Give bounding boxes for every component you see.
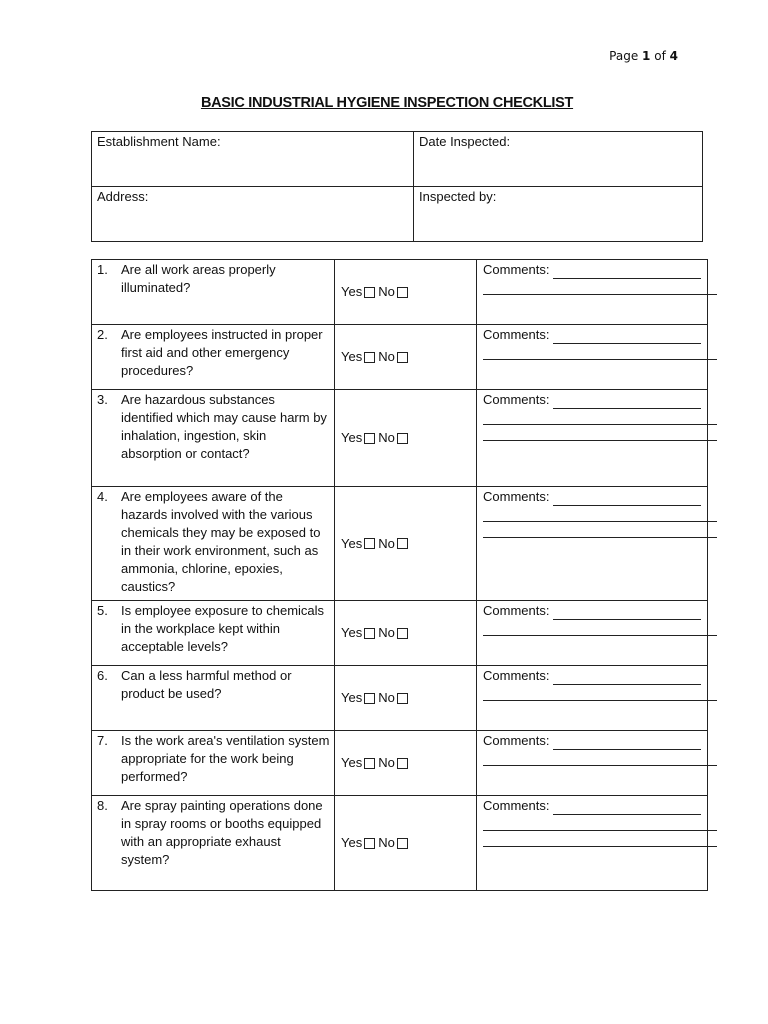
question-text: Is the work area's ventilation system appropriate for the work being performed? xyxy=(121,733,330,784)
comment-line[interactable] xyxy=(483,620,717,636)
question-number: 8. xyxy=(97,798,108,813)
comments-label: Comments: xyxy=(483,733,550,748)
inspected-by-field[interactable] xyxy=(414,187,703,242)
comment-line[interactable] xyxy=(553,330,701,344)
comments-cell[interactable] xyxy=(477,601,708,666)
comment-line[interactable] xyxy=(483,815,717,831)
comment-line[interactable] xyxy=(483,409,717,425)
comments-label: Comments: xyxy=(483,798,550,813)
establishment-name-label: Establishment Name: xyxy=(97,134,221,149)
question-number: 7. xyxy=(97,733,108,748)
comment-line[interactable] xyxy=(553,606,701,620)
comments-label: Comments: xyxy=(483,668,550,683)
comments-label: Comments: xyxy=(483,603,550,618)
comment-line[interactable] xyxy=(483,425,717,441)
checklist-row xyxy=(92,325,708,390)
comments-cell[interactable] xyxy=(477,666,708,731)
no-label: No xyxy=(378,535,395,551)
no-checkbox[interactable] xyxy=(397,758,408,769)
checklist-row xyxy=(92,796,708,891)
comments-cell[interactable] xyxy=(477,731,708,796)
checklist-row xyxy=(92,487,708,601)
date-inspected-field[interactable] xyxy=(414,132,703,187)
comments-label: Comments: xyxy=(483,327,550,342)
yes-checkbox[interactable] xyxy=(364,352,375,363)
establishment-info-table xyxy=(91,131,703,242)
yes-label: Yes xyxy=(341,835,363,850)
question-number: 6. xyxy=(97,668,108,683)
checklist-row xyxy=(92,731,708,796)
question-text: Is employee exposure to chemicals in the workplace kept within acceptable levels? xyxy=(121,603,325,654)
checklist-row xyxy=(92,601,708,666)
no-label: No xyxy=(378,349,395,364)
no-checkbox[interactable] xyxy=(397,538,408,549)
yes-label: Yes xyxy=(341,284,363,299)
address-label: Address: xyxy=(97,189,149,204)
yes-label: Yes xyxy=(341,690,363,705)
yes-checkbox[interactable] xyxy=(364,433,375,444)
question-text: Are all work areas properly illuminated? xyxy=(121,262,276,295)
yes-no-cell xyxy=(335,666,477,731)
question-cell xyxy=(92,325,335,390)
question-cell xyxy=(92,487,335,601)
establishment-name-field[interactable] xyxy=(92,132,414,187)
question-cell xyxy=(92,666,335,731)
no-checkbox[interactable] xyxy=(397,628,408,639)
address-field[interactable] xyxy=(92,187,414,242)
yes-no-cell xyxy=(335,796,477,891)
checklist-row xyxy=(92,390,708,487)
comments-cell[interactable] xyxy=(477,325,708,390)
comment-line[interactable] xyxy=(553,265,701,279)
yes-label: Yes xyxy=(341,755,363,770)
question-text: Are spray painting operations done in spray rooms or booths equipped with an appropriate exhaust system? xyxy=(121,798,323,867)
page-current: 1 xyxy=(642,49,651,63)
question-number: 3. xyxy=(97,392,108,407)
no-checkbox[interactable] xyxy=(397,433,408,444)
yes-no-cell xyxy=(335,487,477,601)
comment-line[interactable] xyxy=(553,671,701,685)
question-cell xyxy=(92,731,335,796)
comment-line[interactable] xyxy=(553,801,701,815)
no-checkbox[interactable] xyxy=(397,693,408,704)
question-cell xyxy=(92,390,335,487)
no-checkbox[interactable] xyxy=(397,352,408,363)
yes-no-cell xyxy=(335,325,477,390)
page-number xyxy=(609,49,678,63)
checklist-row xyxy=(92,260,708,325)
yes-checkbox[interactable] xyxy=(364,758,375,769)
question-cell xyxy=(92,601,335,666)
comments-cell[interactable] xyxy=(477,487,708,601)
comment-line[interactable] xyxy=(483,279,717,295)
no-label: No xyxy=(378,690,395,705)
question-text: Can a less harmful method or product be used? xyxy=(121,668,292,701)
yes-checkbox[interactable] xyxy=(364,838,375,849)
question-number: 5. xyxy=(97,603,108,618)
question-number: 2. xyxy=(97,327,108,342)
comment-line[interactable] xyxy=(483,522,717,538)
no-checkbox[interactable] xyxy=(397,838,408,849)
inspected-by-label: Inspected by: xyxy=(419,189,497,204)
no-label: No xyxy=(378,755,395,770)
comment-line[interactable] xyxy=(483,344,717,360)
comment-line[interactable] xyxy=(553,736,701,750)
question-cell xyxy=(92,796,335,891)
yes-label: Yes xyxy=(341,430,363,445)
no-label: No xyxy=(378,835,395,850)
yes-no-cell xyxy=(335,390,477,487)
comments-cell[interactable] xyxy=(477,260,708,325)
no-label: No xyxy=(378,625,395,640)
page-of: of xyxy=(654,49,666,63)
comment-line[interactable] xyxy=(483,506,717,522)
comments-label: Comments: xyxy=(483,489,550,504)
date-inspected-label: Date Inspected: xyxy=(419,134,511,149)
yes-label: Yes xyxy=(341,535,363,551)
question-number: 1. xyxy=(97,262,108,277)
comments-cell[interactable] xyxy=(477,796,708,891)
comment-line[interactable] xyxy=(553,395,701,409)
comments-label: Comments: xyxy=(483,392,550,407)
question-text: Are employees aware of the hazards involved with the various chemicals they may be exposed to in their work environment, such as ammonia, chlorine, epoxies, caustics? xyxy=(121,489,321,594)
yes-checkbox[interactable] xyxy=(364,538,375,549)
comments-cell[interactable] xyxy=(477,390,708,487)
document-title: BASIC INDUSTRIAL HYGIENE INSPECTION CHECKLIST xyxy=(200,95,574,111)
question-text: Are employees instructed in proper first aid and other emergency procedures? xyxy=(121,327,323,378)
question-number: 4. xyxy=(97,489,108,504)
no-label: No xyxy=(378,284,395,299)
comment-line[interactable] xyxy=(483,831,717,847)
yes-label: Yes xyxy=(341,625,363,640)
yes-checkbox[interactable] xyxy=(364,628,375,639)
yes-checkbox[interactable] xyxy=(364,693,375,704)
comment-line[interactable] xyxy=(483,685,717,701)
yes-label: Yes xyxy=(341,349,363,364)
no-label: No xyxy=(378,430,395,445)
yes-checkbox[interactable] xyxy=(364,287,375,298)
question-cell xyxy=(92,260,335,325)
page-total: 4 xyxy=(669,49,678,63)
yes-no-cell xyxy=(335,731,477,796)
comments-label: Comments: xyxy=(483,262,550,277)
yes-no-cell xyxy=(335,260,477,325)
no-checkbox[interactable] xyxy=(397,287,408,298)
checklist-row xyxy=(92,666,708,731)
question-text: Are hazardous substances identified which may cause harm by inhalation, ingestion, skin absorption or contact? xyxy=(121,392,327,461)
checklist-table xyxy=(91,259,708,891)
page-prefix: Page xyxy=(609,49,639,63)
yes-no-cell xyxy=(335,601,477,666)
comment-line[interactable] xyxy=(483,750,717,766)
comment-line[interactable] xyxy=(553,492,701,506)
